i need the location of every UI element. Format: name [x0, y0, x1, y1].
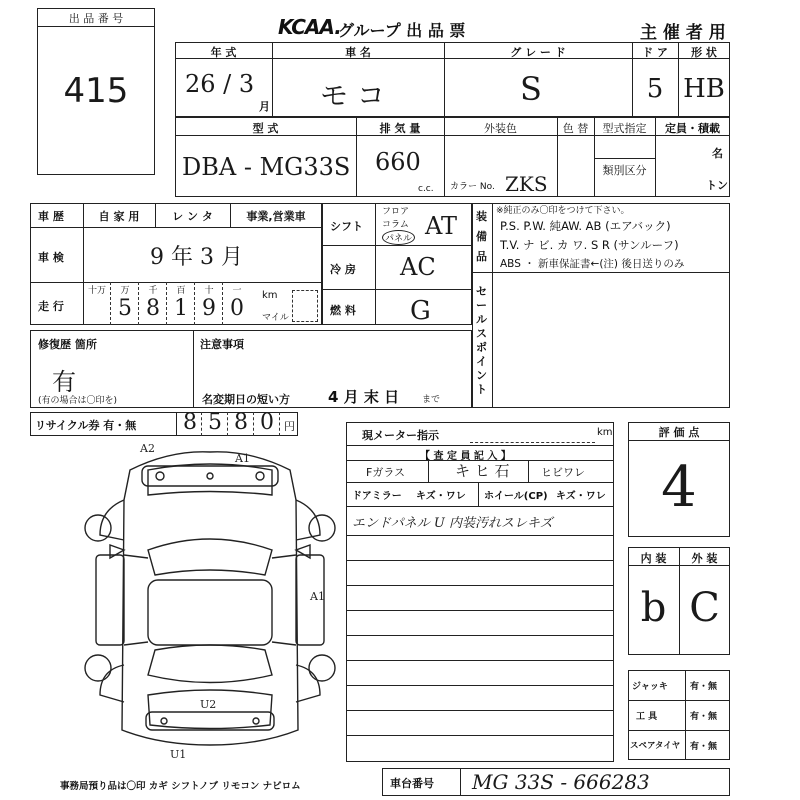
shift-option-panel: パネル [382, 230, 415, 245]
class-label: 類別区分 [602, 164, 647, 177]
notes-header: 【 査 定 員 記 入 】 [420, 451, 511, 462]
km-unit: km [262, 290, 278, 301]
selling-point-label: セ ー ル ス ポ イ ン ト [476, 285, 487, 396]
fuel-label: 燃 料 [330, 304, 356, 317]
mile-checkbox[interactable] [292, 290, 318, 322]
due-date-value: 4 月 末 日 [328, 388, 400, 406]
interior-value: b [640, 585, 667, 631]
damage-mark-a1-front: A1 [235, 452, 250, 465]
exterior-label: 外 装 [691, 552, 718, 565]
equipment-line-1: P.S. P.W. 純AW. AB (エアバック) [500, 219, 671, 233]
repair-label: 修復歴 箇所 [38, 338, 97, 351]
private-use-label: 自 家 用 [98, 210, 140, 223]
glass-crack-label: ヒビワレ [541, 466, 585, 479]
copy-label: 主 催 者 用 [640, 23, 726, 43]
damage-mark-a2: A2 [140, 442, 155, 455]
damage-mark-a1-side: A1 [310, 590, 325, 603]
lot-number-box [37, 8, 155, 175]
year-value: 26 / 3 [185, 70, 255, 98]
history-label: 車 歴 [38, 210, 64, 223]
displacement-value: 660 [375, 148, 421, 176]
capacity-label: 定員・積載 [665, 122, 720, 135]
equipment-side-label: 装 備 品 [476, 210, 487, 263]
damage-mark-u1: U1 [170, 748, 187, 761]
displacement-label: 排 気 量 [379, 122, 421, 135]
chassis-value: MG 33S - 666283 [472, 770, 650, 794]
accessory-tools-value: 有・無 [690, 712, 718, 722]
mileage-digits: 十万 万 5 千 8 百 1 十 9 一 0 [83, 282, 258, 325]
interior-label: 内 装 [640, 552, 667, 565]
wheel-label: ホイール(CP) [484, 491, 548, 502]
score-label: 評 価 点 [658, 426, 700, 439]
shift-option-floor: フロア [382, 207, 410, 217]
meter-label: 現メーター指示 [362, 429, 439, 442]
glass-value: キ ヒ 石 [455, 462, 510, 480]
recycle-label: リサイクル券 有・無 [35, 419, 137, 432]
shift-value: AT [425, 212, 458, 240]
mirror-label: ドアミラー [352, 491, 402, 502]
door-label: ド ア [642, 46, 668, 59]
business-label: 事業,営業車 [246, 210, 306, 223]
accessory-jack-label: ジャッキ [632, 682, 668, 692]
mile-unit: マイル [262, 313, 289, 323]
inspection-label: 車 検 [38, 251, 64, 264]
color-number-label: カラー No. [450, 182, 495, 192]
wheel-value: キズ・ワレ [556, 491, 606, 502]
color-label: 外装色 [484, 122, 517, 135]
shape-label: 形 状 [691, 46, 717, 59]
accessory-jack-value: 有・無 [690, 682, 718, 692]
score-value: 4 [661, 455, 697, 520]
exterior-value: C [689, 585, 720, 631]
grade-label: グ レ ー ド [510, 46, 566, 59]
door-value: 5 [646, 74, 664, 104]
year-unit: 月 [259, 100, 270, 113]
lot-number-label: 出 品 番 号 [38, 10, 154, 27]
capacity-unit-tons: トン [706, 179, 728, 192]
inspector-remark: エンドパネル U 内装汚れスレキズ [352, 516, 553, 531]
brand-logo: KCAA. [278, 15, 341, 39]
equipment-line-3: ABS ・ 新車保証書←(注) 後日送りのみ [500, 258, 685, 270]
year-label: 年 式 [210, 46, 237, 59]
inspection-value: 9 年 3 月 [150, 245, 243, 270]
office-items-note: 事務局預り品は〇印 カギ シフトノブ リモコン ナビロム [60, 781, 301, 792]
caution-label: 注意事項 [200, 338, 244, 351]
accessory-tools-label: 工 具 [636, 712, 658, 722]
ac-value: AC [400, 253, 436, 281]
mileage-label: 走 行 [38, 300, 64, 313]
name-label: 車 名 [345, 46, 371, 59]
color-value: ZKS [505, 172, 548, 196]
car-damage-diagram [60, 440, 360, 780]
equipment-line-2: T.V. ナ ビ. カ ワ. S R (サンルーフ) [500, 238, 679, 252]
recycle-amount: 8 5 8 0 [176, 412, 280, 436]
form-title: グループ 出 品 票 [338, 21, 466, 40]
meter-unit: km [597, 427, 613, 438]
repair-note: (有の場合は〇印を) [38, 396, 118, 406]
repair-value: 有 [52, 368, 76, 396]
model-value: DBA - MG33S [182, 153, 351, 181]
fuel-value: G [410, 296, 431, 326]
paint-change-label: 色 替 [562, 122, 589, 135]
grade-value: S [520, 70, 542, 108]
car-name-value: モ コ [320, 79, 385, 112]
damage-mark-u2: U2 [200, 698, 217, 711]
rental-label: レ ン タ [172, 210, 213, 223]
ac-label: 冷 房 [330, 263, 356, 276]
name-change-label: 名変期日の短い方 [202, 393, 290, 406]
accessory-spare-label: スペアタイヤ [630, 741, 681, 751]
model-label: 型 式 [252, 122, 279, 135]
equipment-note: ※純正のみ〇印をつけて下さい。 [496, 206, 630, 216]
displacement-unit: c.c. [418, 184, 434, 194]
lot-number-value: 415 [63, 71, 129, 111]
accessory-spare-value: 有・無 [690, 742, 718, 752]
glass-label: Fガラス [366, 466, 405, 479]
chassis-label: 車台番号 [390, 777, 434, 790]
due-date-suffix: まで [422, 395, 441, 405]
shift-option-column: コラム [382, 220, 409, 230]
recycle-unit: 円 [284, 420, 295, 433]
shift-label: シフト [330, 220, 363, 233]
mirror-value: キズ・ワレ [416, 491, 466, 502]
capacity-unit-persons: 名 [712, 147, 723, 160]
shape-value: HB [683, 74, 725, 104]
designation-label: 型式指定 [602, 122, 647, 135]
